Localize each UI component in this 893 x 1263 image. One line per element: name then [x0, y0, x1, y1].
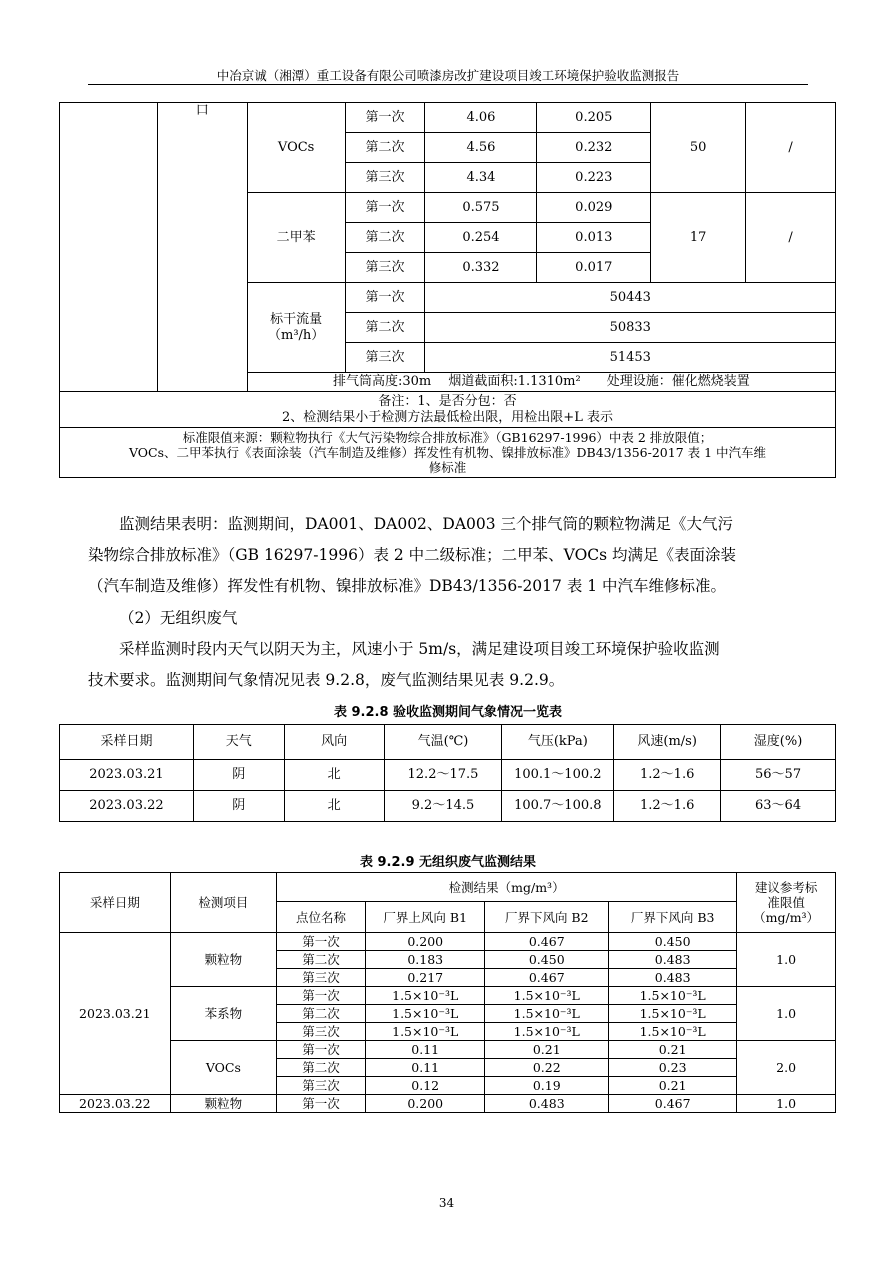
paragraph-line: 染物综合排放标准》（GB 16297-1996）表 2 中二级标准；二甲苯、VOCs 均满足《表面涂装: [88, 546, 737, 564]
remark-line: 备注：1、是否分包：否: [378, 394, 517, 409]
item-cell: 苯系物: [170, 987, 276, 1041]
table-cell: 0.21: [609, 1077, 737, 1095]
table-cell: 0.450: [609, 933, 737, 951]
page-number: 34: [438, 1196, 455, 1210]
date-cell: 2023.03.22: [60, 1095, 171, 1113]
rate-limit-value: /: [746, 193, 836, 283]
rate-value: 0.017: [537, 253, 651, 283]
emission-table: [59, 102, 836, 478]
flow-label-line2: （m³/h）: [268, 327, 325, 343]
rate-value: 0.223: [537, 163, 651, 193]
table-cell: 63～64: [721, 791, 836, 822]
standard-cell: 1.0: [737, 933, 836, 987]
header-point: 点位名称: [277, 902, 366, 933]
column-header: 采样日期: [60, 725, 194, 760]
run-label: 第三次: [345, 343, 425, 373]
table-cell: 第一次: [277, 1041, 366, 1059]
flow-value: 51453: [425, 343, 836, 373]
concentration-value: 4.06: [425, 103, 537, 133]
empty-cell: [60, 103, 158, 392]
run-label: 第一次: [345, 193, 425, 223]
date-cell: 2023.03.21: [60, 933, 171, 1095]
header-item: 检测项目: [170, 873, 276, 933]
standard-cell: 2.0: [737, 1041, 836, 1095]
table-cell: 0.217: [366, 969, 485, 987]
outlet-cell: 口: [157, 103, 247, 392]
table-cell: 阴: [193, 760, 284, 791]
table-caption: 表 9.2.8 验收监测期间气象情况一览表: [333, 705, 563, 720]
remark-line: 2、检测结果小于检测方法最低检出限，用检出限+L 表示: [282, 409, 613, 425]
table-cell: 0.467: [609, 1095, 737, 1113]
paragraph-line: 监测结果表明：监测期间，DA001、DA002、DA003 三个排气筒的颗粒物满足《大气污: [119, 515, 734, 533]
run-label: 第二次: [345, 313, 425, 343]
rate-value: 0.013: [537, 223, 651, 253]
flow-value: 50443: [425, 283, 836, 313]
concentration-value: 0.575: [425, 193, 537, 223]
table-cell: 1.5×10⁻³L: [366, 1023, 485, 1041]
table-cell: 第二次: [277, 951, 366, 969]
table-cell: 0.21: [485, 1041, 609, 1059]
run-label: 第一次: [345, 103, 425, 133]
vocs-label: VOCs: [247, 103, 345, 193]
table-cell: 2023.03.21: [60, 760, 194, 791]
table-cell: 12.2～17.5: [384, 760, 502, 791]
table-cell: 0.11: [366, 1059, 485, 1077]
table-cell: 0.467: [485, 969, 609, 987]
table-cell: 0.22: [485, 1059, 609, 1077]
table-caption: 表 9.2.9 无组织废气监测结果: [359, 855, 537, 870]
table-cell: 0.483: [609, 951, 737, 969]
rate-value: 0.205: [537, 103, 651, 133]
table-cell: 1.2～1.6: [614, 760, 721, 791]
table-cell: 第一次: [277, 1095, 366, 1113]
page-header: 中冶京诚（湘潭）重工设备有限公司喷漆房改扩建设项目竣工环境保护验收监测报告: [216, 68, 680, 83]
table-cell: 北: [284, 760, 384, 791]
table-cell: 1.5×10⁻³L: [609, 987, 737, 1005]
paragraph-line: （汽车制造及维修）挥发性有机物、镍排放标准》DB43/1356-2017 表 1 中汽车维修标准。: [88, 577, 727, 595]
table-cell: 0.483: [609, 969, 737, 987]
rate-limit-value: /: [746, 103, 836, 193]
table-cell: 第二次: [277, 1005, 366, 1023]
header-date: 采样日期: [60, 873, 171, 933]
table-cell: 0.467: [485, 933, 609, 951]
run-label: 第二次: [345, 223, 425, 253]
table-cell: 第二次: [277, 1059, 366, 1077]
table-cell: 0.21: [609, 1041, 737, 1059]
header-standard-line: 建议参考标: [754, 880, 818, 895]
table-cell: 0.12: [366, 1077, 485, 1095]
flow-value: 50833: [425, 313, 836, 343]
table-cell: 1.5×10⁻³L: [366, 987, 485, 1005]
table-cell: 0.183: [366, 951, 485, 969]
standard-cell: 1.0: [737, 987, 836, 1041]
table-cell: 0.200: [366, 1095, 485, 1113]
concentration-value: 4.34: [425, 163, 537, 193]
table-cell: 100.1～100.2: [502, 760, 614, 791]
table-cell: 0.200: [366, 933, 485, 951]
table-cell: 0.23: [609, 1059, 737, 1077]
table-cell: 第三次: [277, 1077, 366, 1095]
header-standard-line: （mg/m³）: [753, 910, 820, 925]
table-cell: 1.5×10⁻³L: [485, 1023, 609, 1041]
concentration-value: 4.56: [425, 133, 537, 163]
table-cell: 北: [284, 791, 384, 822]
table-cell: 0.11: [366, 1041, 485, 1059]
table-cell: 1.5×10⁻³L: [366, 1005, 485, 1023]
column-header: 湿度(%): [721, 725, 836, 760]
paragraph-line: 技术要求。监测期间气象情况见表 9.2.8，废气监测结果见表 9.2.9。: [88, 671, 565, 689]
table-cell: 0.483: [485, 1095, 609, 1113]
standard-line: 标准限值来源：颗粒物执行《大气污染物综合排放标准》（GB16297-1996）中表 2 排放限值；: [182, 430, 713, 446]
header-standard-line: 准限值: [767, 895, 805, 910]
table-cell: 9.2～14.5: [384, 791, 502, 822]
table-cell: 第三次: [277, 1023, 366, 1041]
standard-cell: 1.0: [737, 1095, 836, 1113]
table-cell: 第一次: [277, 933, 366, 951]
flow-label-line1: 标干流量: [270, 311, 323, 327]
concentration-value: 0.254: [425, 223, 537, 253]
table-cell: 0.19: [485, 1077, 609, 1095]
standard-source-cell: [60, 428, 836, 478]
run-label: 第三次: [345, 163, 425, 193]
rate-value: 0.029: [537, 193, 651, 223]
header-result: 检测结果（mg/m³）: [277, 873, 737, 902]
column-header: 气温(℃): [384, 725, 502, 760]
table-cell: 56～57: [721, 760, 836, 791]
table-cell: 1.5×10⁻³L: [485, 987, 609, 1005]
weather-table: [59, 724, 836, 822]
table-cell: 1.2～1.6: [614, 791, 721, 822]
item-cell: VOCs: [170, 1041, 276, 1095]
header-standard: [737, 873, 836, 933]
table-cell: 1.5×10⁻³L: [485, 1005, 609, 1023]
xylene-label: 二甲苯: [247, 193, 345, 283]
table-cell: 第三次: [277, 969, 366, 987]
table-cell: 100.7～100.8: [502, 791, 614, 822]
table-cell: 1.5×10⁻³L: [609, 1023, 737, 1041]
column-header: 天气: [193, 725, 284, 760]
column-header: 风向: [284, 725, 384, 760]
fugitive-emission-table: [59, 872, 836, 1113]
header-b3: 厂界下风向 B3: [609, 902, 737, 933]
run-label: 第三次: [345, 253, 425, 283]
header-rule: [88, 84, 808, 85]
table-cell: 2023.03.22: [60, 791, 194, 822]
table-cell: 0.450: [485, 951, 609, 969]
column-header: 风速(m/s): [614, 725, 721, 760]
header-b1: 厂界上风向 B1: [366, 902, 485, 933]
concentration-value: 0.332: [425, 253, 537, 283]
remarks-cell: [60, 392, 836, 428]
item-cell: 颗粒物: [170, 1095, 276, 1113]
standard-line: 修标准: [428, 460, 467, 476]
flow-label: [247, 283, 345, 373]
column-header: 气压(kPa): [502, 725, 614, 760]
stack-info: 排气筒高度:30m 烟道截面积:1.1310m² 处理设施：催化燃烧装置: [247, 373, 835, 392]
header-b2: 厂界下风向 B2: [485, 902, 609, 933]
rate-value: 0.232: [537, 133, 651, 163]
item-cell: 颗粒物: [170, 933, 276, 987]
limit-value: 17: [651, 193, 746, 283]
section-heading: （2）无组织废气: [119, 609, 238, 627]
limit-value: 50: [651, 103, 746, 193]
table-cell: 阴: [193, 791, 284, 822]
paragraph-line: 采样监测时段内天气以阴天为主，风速小于 5m/s，满足建设项目竣工环境保护验收监测: [119, 640, 720, 658]
standard-line: VOCs、二甲苯执行《表面涂装（汽车制造及维修）挥发性有机物、镍排放标准》DB43/1356-2017 表 1 中汽车维: [128, 445, 767, 461]
table-cell: 1.5×10⁻³L: [609, 1005, 737, 1023]
table-cell: 第一次: [277, 987, 366, 1005]
run-label: 第一次: [345, 283, 425, 313]
run-label: 第二次: [345, 133, 425, 163]
